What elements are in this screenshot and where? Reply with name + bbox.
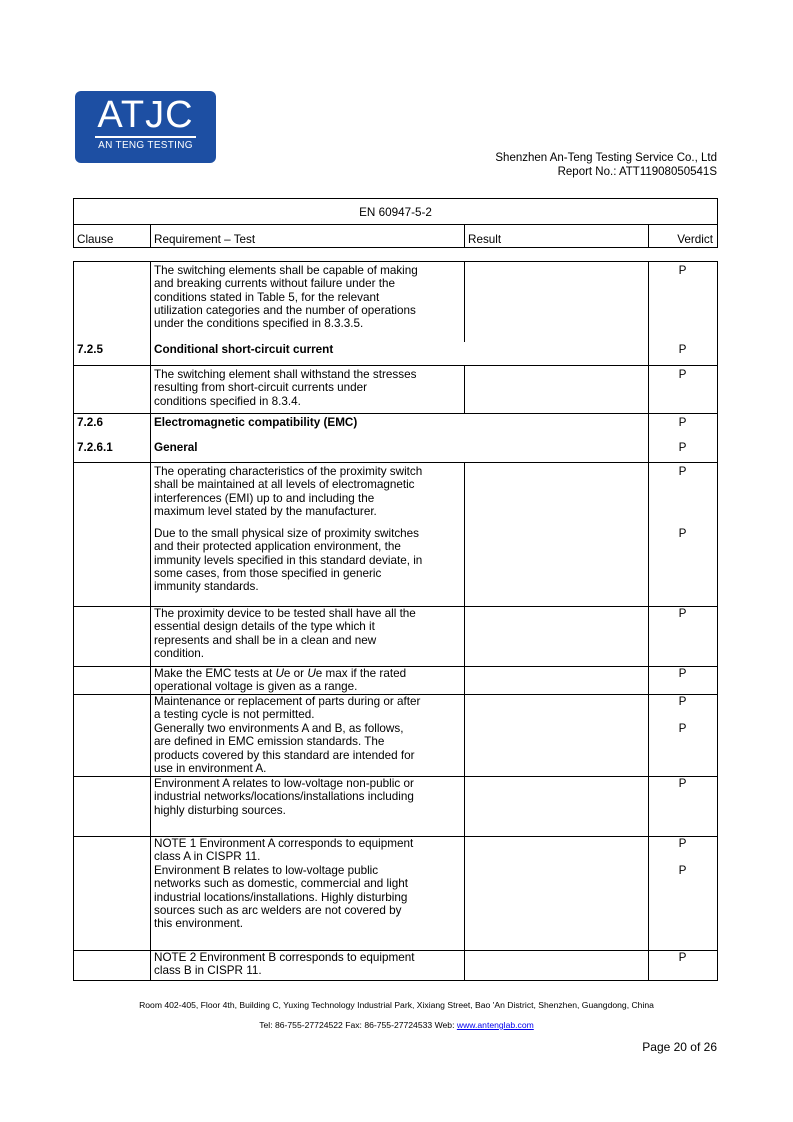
company-logo bbox=[75, 91, 216, 163]
verdict: P bbox=[678, 777, 687, 790]
page-number: Page 20 of 26 bbox=[642, 1040, 717, 1054]
verdict: P bbox=[678, 837, 687, 850]
verdict: P bbox=[678, 441, 687, 454]
col-requirement: Requirement – Test bbox=[154, 233, 256, 246]
website-link[interactable]: www.antenglab.com bbox=[456, 1020, 534, 1030]
requirement-text: NOTE 2 Environment B corresponds to equipment class B in CISPR 11. bbox=[154, 951, 415, 978]
verdict: P bbox=[678, 343, 687, 356]
verdict: P bbox=[678, 722, 687, 735]
footer-contact: Tel: 86-755-27724522 Fax: 86-755-27724533 Web: www.antenglab.com bbox=[259, 1020, 534, 1030]
verdict: P bbox=[678, 368, 687, 381]
col-clause: Clause bbox=[77, 233, 114, 246]
standard-title: EN 60947-5-2 bbox=[359, 206, 432, 219]
requirement-text: The proximity device to be tested shall have all the essential design details of the type which it represents and shall be in a clean and new condition. bbox=[154, 607, 416, 660]
col-result: Result bbox=[468, 233, 502, 246]
logo-divider bbox=[95, 136, 196, 138]
clause-number: 7.2.6 bbox=[77, 416, 103, 429]
requirement-text: Environment B relates to low-voltage public networks such as domestic, commercial and light industrial locations/installations. Highly disturbing sources such as arc welders are not covered by this environment. bbox=[154, 864, 408, 931]
verdict: P bbox=[678, 695, 687, 708]
report-header bbox=[495, 152, 717, 179]
verdict: P bbox=[678, 416, 687, 429]
requirement-text: NOTE 1 Environment A corresponds to equipment class A in CISPR 11. bbox=[154, 837, 414, 864]
requirement-text: Due to the small physical size of proximity switches and their protected application environment, the immunity levels specified in this standard deviate, in some cases, from those specified in generic immunity standards. bbox=[154, 527, 423, 594]
verdict: P bbox=[678, 465, 687, 478]
logo-main-text: ATJC bbox=[97, 94, 194, 136]
verdict: P bbox=[678, 667, 687, 680]
company-name: Shenzhen An-Teng Testing Service Co., Ltd bbox=[495, 152, 717, 164]
requirement-text: Make the EMC tests at Ue or Ue max if the rated operational voltage is given as a range. bbox=[154, 667, 407, 694]
requirement-text: The switching element shall withstand the stresses resulting from short-circuit currents under conditions specified in 8.3.4. bbox=[154, 368, 417, 408]
clause-number: 7.2.5 bbox=[77, 343, 103, 356]
verdict: P bbox=[678, 607, 687, 620]
clause-heading: Conditional short-circuit current bbox=[154, 343, 334, 356]
requirement-text: Maintenance or replacement of parts during or after a testing cycle is not permitted. bbox=[154, 695, 421, 722]
clause-heading: General bbox=[154, 441, 198, 454]
report-number: Report No.: ATT11908050541S bbox=[557, 165, 717, 178]
verdict: P bbox=[678, 951, 687, 964]
verdict: P bbox=[678, 864, 687, 877]
requirement-text: Environment A relates to low-voltage non-public or industrial networks/locations/installations including highly disturbing sources. bbox=[154, 777, 414, 817]
clause-heading: Electromagnetic compatibility (EMC) bbox=[154, 416, 358, 429]
clause-number: 7.2.6.1 bbox=[77, 441, 113, 454]
logo-sub-text: AN TENG TESTING bbox=[98, 140, 193, 151]
col-verdict: Verdict bbox=[677, 233, 713, 246]
requirement-text: Generally two environments A and B, as follows, are defined in EMC emission standards. The products covered by this standard are intended for use in environment A. bbox=[154, 722, 415, 775]
requirement-text: The switching elements shall be capable of making and breaking currents without failure under the conditions stated in Table 5, for the relevant utilization categories and the number of operations under the conditions specified in 8.3.3.5. bbox=[154, 264, 418, 331]
verdict: P bbox=[678, 264, 687, 277]
footer-address: Room 402-405, Floor 4th, Building C, Yuxing Technology Industrial Park, Xixiang Street, Bao 'An District, Shenzhen, Guangdong, China bbox=[139, 1000, 654, 1010]
requirement-text: The operating characteristics of the proximity switch shall be maintained at all levels of electromagnetic interferences (EMI) up to and including the maximum level stated by the manufacturer. bbox=[154, 465, 423, 518]
verdict: P bbox=[678, 527, 687, 540]
